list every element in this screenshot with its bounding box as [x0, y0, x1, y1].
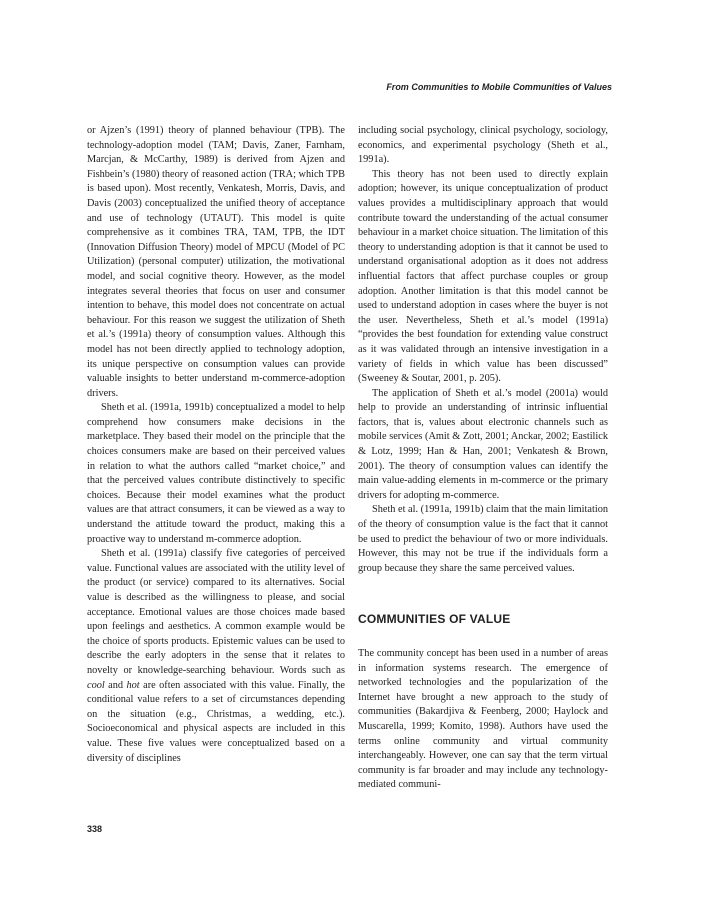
paragraph: This theory has not been used to directly explain adoption; however, its unique conceptualization of product values provides a multidisciplinary approach that would contribute toward the understanding of the actual consumer behaviour in a market choice situation. The limitation of this theory to understanding adoption is that it cannot be used to understand organisational adoption as it does not address influential factors that affect purchase couples or group adoption. Another limitation is that this model cannot be used to understand adoption in cases where the buyer is not the user. Nevertheless, Sheth et al.’s model (1991a) “provides the best foundation for extending value construct as it was validated through an intensive investigation in a variety of fields in which value has been discussed” (Sweeney & Soutar, 2001, p. 205). [358, 168, 608, 385]
paragraph: The application of Sheth et al.’s model (2001a) would help to provide an understanding of intrinsic influential factors, that is, values about electronic channels such as mobile services (Amit & Zott, 2001; Anckar, 2002; Eastilick & Lotz, 1999; Han & Han, 2001; Venkatesh & Brown, 2001). The theory of consumption values can identify the main value-adding elements in m-commerce or the primary drivers for adopting m-commerce. [358, 387, 608, 501]
right-column [358, 124, 608, 793]
paragraph: The community concept has been used in a number of areas in information systems research. The emergence of networked technologies and the popularization of the Internet have brought a new approach to the study of communities (Bakardjiva & Feenberg, 2000; Haylock and Muscarella, 1999; Komito, 1998). Authors have used the terms online community and virtual community interchangeably. However, one can say that the term virtual community is far broader and may include any technology-mediated communi- [358, 648, 608, 791]
paragraph: Sheth et al. (1991a, 1991b) conceptualized a model to help comprehend how consumers make decisions in the marketplace. They based their model on the principle that the choices consumers make are based on their perceived values in relation to what the authors called “market choice,” and that the perceived values contribute distinctively to specific choices. Because their model examines what the product values are that attract consumers, it can be viewed as a way to understand the attitude toward the product, making this a proactive way to understand m-commerce adoption. [87, 402, 345, 545]
section-heading: COMMUNITIES OF VALUE [358, 612, 511, 627]
text-run: are often associated with this value. Finally, the conditional value refers to a set of circumstances depending on the situation (e.g., Christmas, a wedding, etc.). Socioeconomical and physical aspects are included in this value. These five values were conceptualized based on a diversity of disciplines [87, 679, 345, 764]
paragraph: including social psychology, clinical psychology, sociology, economics, and experimental psychology (Sheth et al., 1991a). [358, 125, 608, 166]
italic-term-cool: cool [87, 679, 105, 691]
italic-term-hot: hot [126, 679, 140, 691]
text-run: and [104, 679, 127, 691]
paragraph: Sheth et al. (1991a, 1991b) claim that the main limitation of the theory of consumption value is the fact that it cannot be used to predict the behaviour of two or more individuals. However, this may not be true if the individuals form a group because they share the same perceived values. [358, 504, 608, 574]
left-column [87, 124, 345, 766]
page-number: 338 [87, 824, 103, 834]
running-head: From Communities to Mobile Communities of Values [386, 82, 612, 92]
paragraph: or Ajzen’s (1991) theory of planned behaviour (TPB). The technology-adoption model (TAM; Davis, Zaner, Farnham, Marcjan, & McCarthy, 1989) is derived from Ajzen and Fishbein’s (1980) theory of reasoned action (TRA; which TPB is based upon). Most recently, Venkatesh, Morris, Davis, and Davis (2003) conceptualized the unified theory of acceptance and use of technology (UTAUT). This model is quite comprehensive as it combines TRA, TAM, TPB, the IDT (Innovation Diffusion Theory) model of MPCU (Model of PC Utilization) (personal computer) utilization, the motivational model, and social cognitive theory. However, as the model integrates several theories that focus on user and consumer intention to behave, this model does not concentrate on actual behaviour. For this reason we suggest the utilization of Sheth et al.’s (1991a) theory of consumption values. Although this model has not been directly applied to technology adoption, its unique perspective on consumption values can provide valuable insights to better understand m-commerce-adoption drivers. [87, 125, 345, 399]
paragraph [87, 547, 345, 766]
text-run: Sheth et al. (1991a) classify five categories of perceived value. Functional values are associated with the utility level of the product (or service) compared to its alternatives. Social value is described as the willingness to please, and social acceptance. Emotional values are those choices made based upon feelings and aesthetics. A common example would be the choice of sports products. Epistemic values can be used to describe the early adopters in the sense that it relates to novelty or knowledge-searching behaviour. Words such as [87, 548, 345, 676]
